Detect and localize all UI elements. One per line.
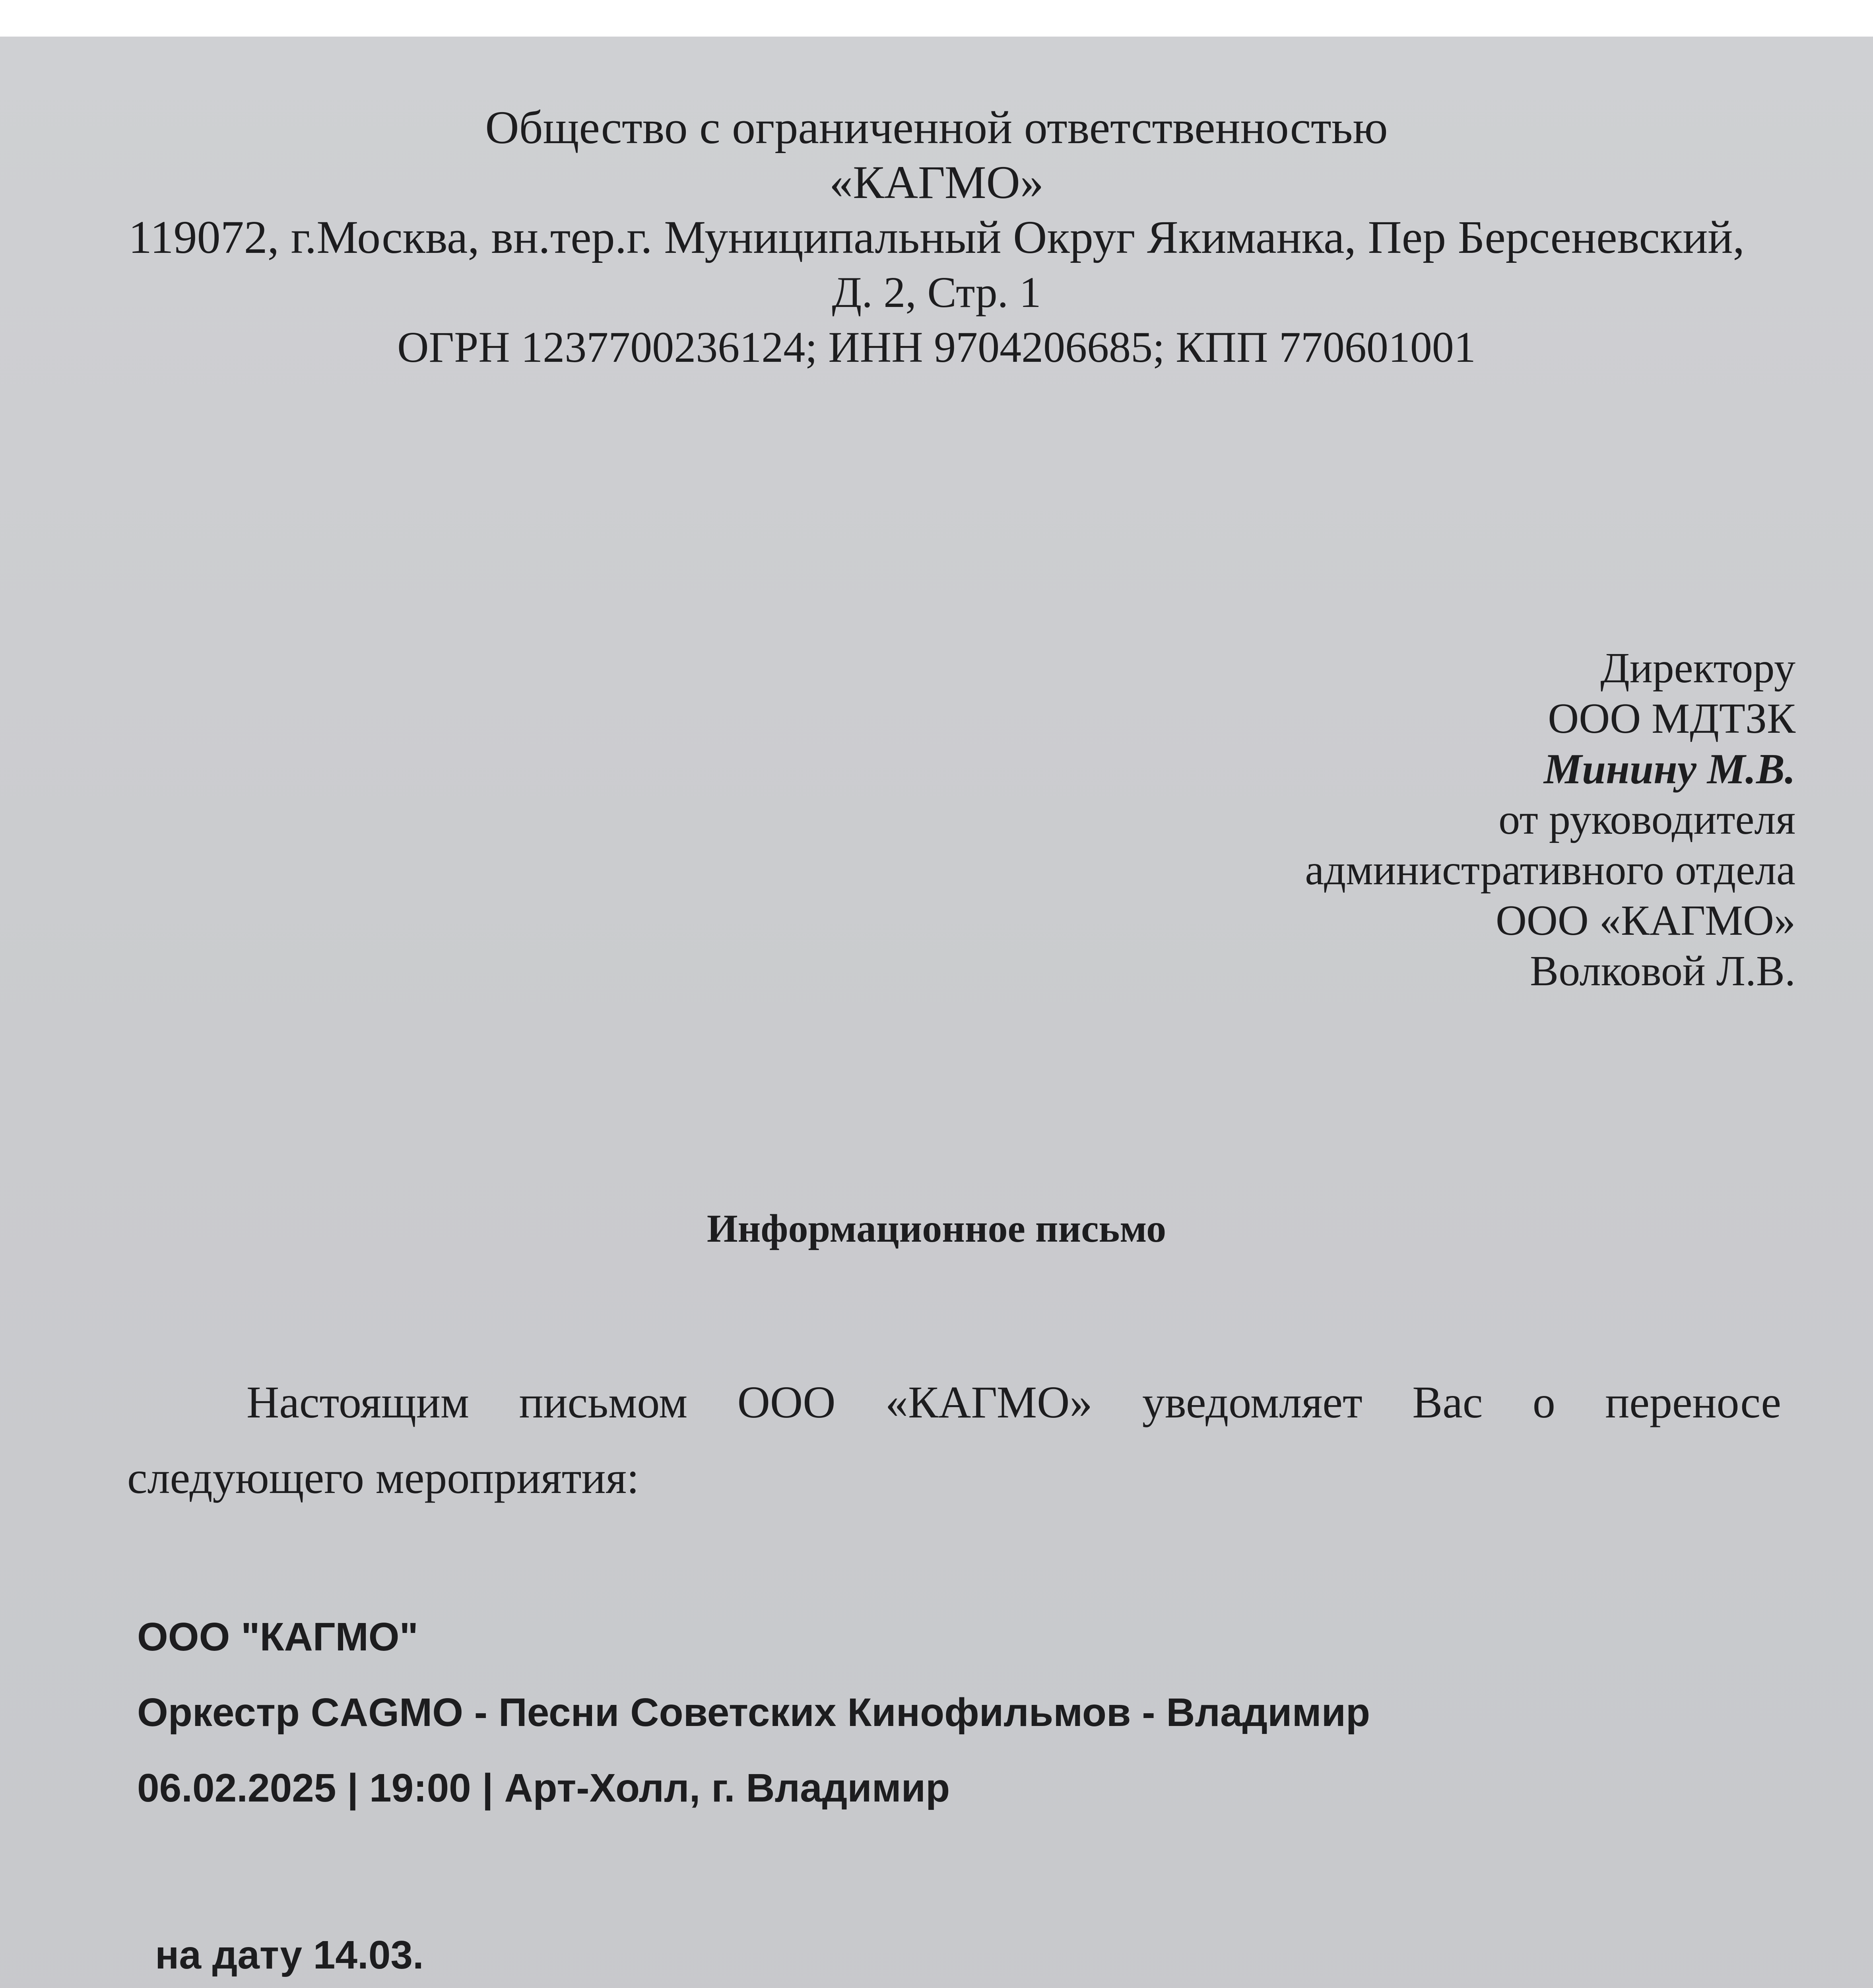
event-block [137, 1599, 1370, 1826]
sender-department: административного отдела [1305, 846, 1795, 894]
sender-company: ООО «КАГМО» [1495, 897, 1795, 944]
org-short-name: «КАГМО» [829, 156, 1044, 208]
event-name: Оркестр CAGMO - Песни Советских Кинофильмов - Владимир [137, 1690, 1370, 1735]
event-details: 06.02.2025 | 19:00 | Арт-Холл, г. Владимир [137, 1766, 950, 1810]
letter-body [127, 1365, 1781, 1516]
letter-title: Информационное письмо [706, 1206, 1167, 1250]
sender-name: Волковой Л.В. [1530, 947, 1795, 995]
letter-page [0, 37, 1873, 1988]
new-date: на дату 14.03. [155, 1933, 424, 1977]
reschedule-note [155, 1917, 1375, 1988]
addressee-position: Директору [1600, 645, 1795, 692]
org-full-name: Общество с ограниченной ответственностью [485, 101, 1388, 153]
sender-position: от руководителя [1498, 796, 1795, 843]
event-organizer: ООО "КАГМО" [137, 1615, 418, 1659]
body-line-2: следующего мероприятия: [127, 1452, 639, 1503]
addressee-block [1305, 643, 1795, 996]
addressee-company: ООО МДТЗК [1548, 695, 1795, 742]
org-address: 119072, г.Москва, вн.тер.г. Муниципальный Округ Якиманка, Пер Берсеневский, [128, 211, 1745, 263]
org-registration-numbers: ОГРН 1237700236124; ИНН 9704206685; КПП 770601001 [397, 323, 1476, 371]
org-address-building: Д. 2, Стр. 1 [832, 268, 1041, 316]
letterhead [80, 100, 1793, 375]
addressee-name: Минину М.В. [1543, 746, 1795, 793]
body-line-1: Настоящим письмом ООО «КАГМО» уведомляет Вас о переносе [246, 1377, 1781, 1427]
